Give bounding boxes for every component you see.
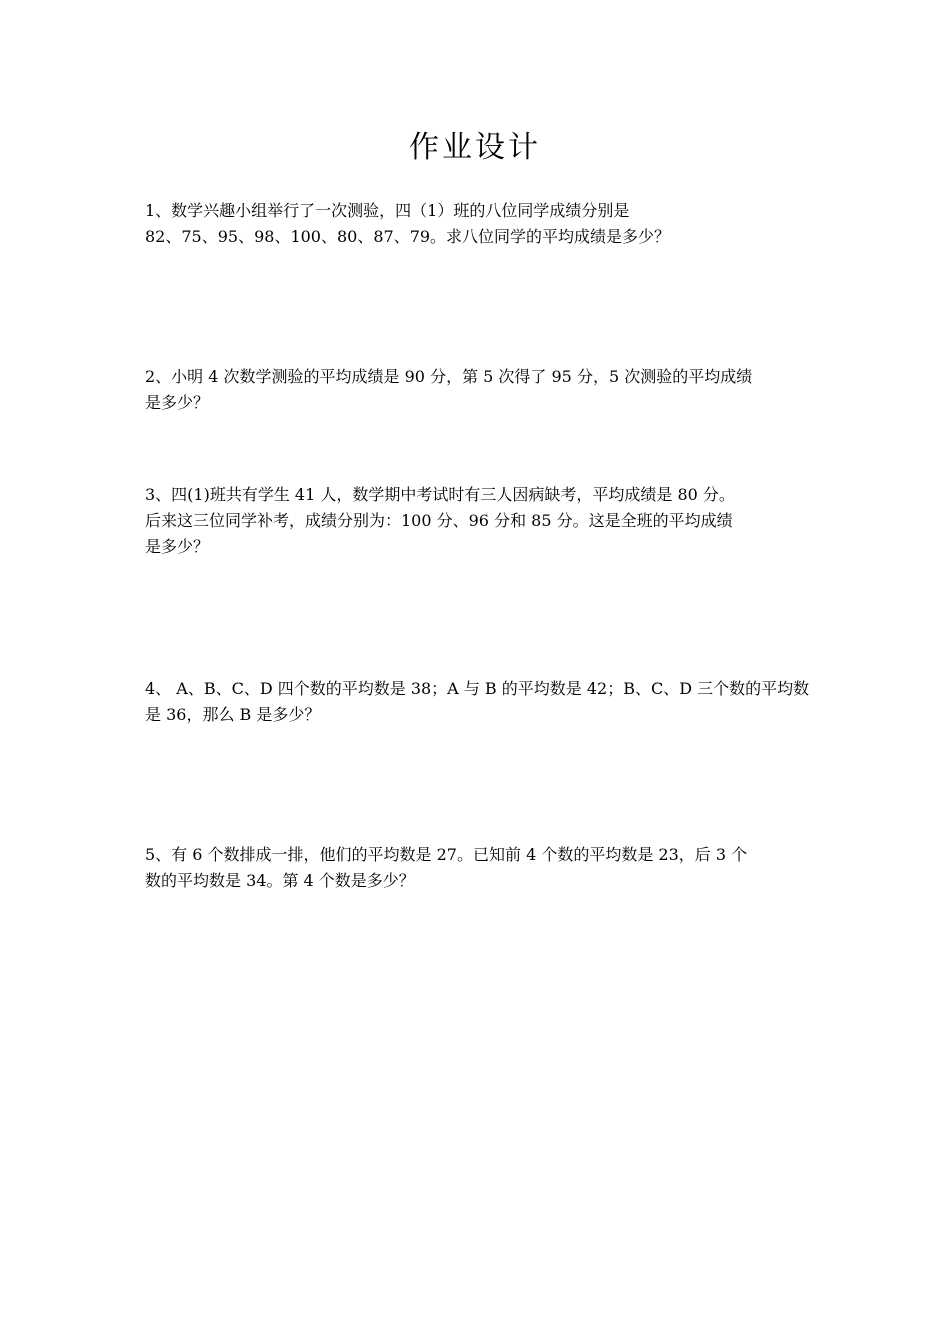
question-5-line-1: 5、有 6 个数排成一排，他们的平均数是 27。已知前 4 个数的平均数是 23，后 3 个 — [145, 845, 748, 864]
question-3 — [145, 482, 810, 560]
question-1 — [145, 198, 810, 250]
question-2 — [145, 364, 810, 416]
question-3-line-2: 后来这三位同学补考，成绩分别为：100 分、96 分和 85 分。这是全班的平均成绩 — [145, 511, 733, 530]
question-5-line-2: 数的平均数是 34。第 4 个数是多少？ — [145, 871, 415, 890]
question-4-line-2: 是 36，那么 B 是多少？ — [145, 705, 321, 724]
question-3-line-3: 是多少？ — [145, 537, 210, 556]
question-4 — [145, 676, 810, 728]
question-2-line-2: 是多少？ — [145, 393, 210, 412]
question-1-line-2: 82、75、95、98、100、80、87、79。求八位同学的平均成绩是多少？ — [145, 227, 671, 246]
question-2-line-1: 2、小明 4 次数学测验的平均成绩是 90 分，第 5 次得了 95 分，5 次测验的平均成绩 — [145, 367, 753, 386]
question-1-line-1: 1、数学兴趣小组举行了一次测验，四（1）班的八位同学成绩分别是 — [145, 201, 630, 220]
question-3-line-1: 3、四(1)班共有学生 41 人，数学期中考试时有三人因病缺考，平均成绩是 80 分。 — [145, 485, 735, 504]
question-4-line-1: 4、 A、B、C、D 四个数的平均数是 38；A 与 B 的平均数是 42；B、C、D 三个数的平均数 — [145, 679, 810, 698]
question-5 — [145, 842, 810, 894]
page-title: 作业设计 — [409, 130, 541, 165]
